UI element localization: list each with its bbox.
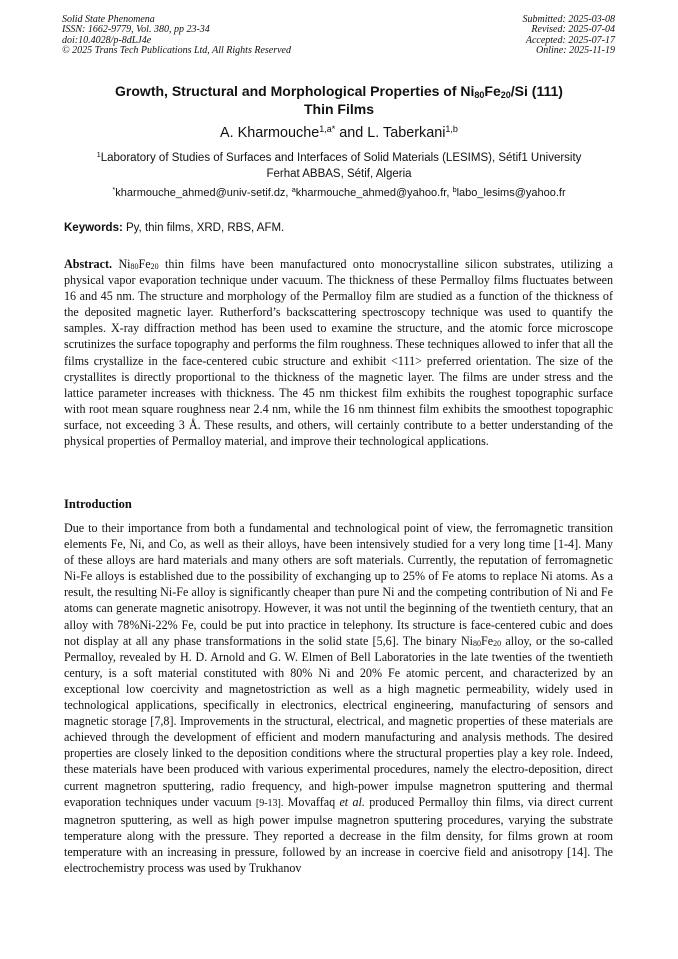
affiliation-line: Laboratory of Studies of Surfaces and Interfaces of Solid Materials (LESIMS), Sétif1 University — [100, 152, 582, 164]
paper-title — [70, 82, 608, 118]
issn-volume: ISSN: 1662-9779, Vol. 380, pp 23-34 — [62, 24, 210, 36]
journal-name: Solid State Phenomena — [62, 14, 155, 25]
affiliation — [62, 150, 616, 182]
submitted-date: Submitted: 2025-03-08 — [522, 14, 615, 25]
intro-subscript: 80 — [473, 638, 482, 648]
email-marker: a — [291, 185, 296, 194]
author-superscript: 1,b — [445, 124, 458, 134]
author-superscript: 1,a* — [319, 124, 336, 134]
intro-citation: [9-13]. — [255, 797, 284, 809]
online-date: Online: 2025-11-19 — [536, 45, 615, 57]
author-list — [40, 124, 638, 142]
abstract-body: thin films have been manufactured onto monocrystalline silicon substrates, utilizing a physical vapor evaporation technique under vacuum. The thickness of these Permalloy films fluctuates between 16 and 45 nm. The structure and morphology of the Permalloy film are studied as a function of the thickness of the deposited magnetic layer. Rutherford’s backscattering spectroscopy technique was used to quantify the samples. X-ray diffraction method has been used to examine the structure, and the atomic force microscope scrutinizes the surface topography and performs the film roughness. These techniques allowed to infer that all the films crystallize in the face-centered cubic structure and exhibit <111> preferred orientation. The size of the crystallites is directly proportional to the thickness of the magnetic layer. The films are under stress and the lattice parameter increases with thickness. The 45 nm thickest film exhibits the roughest topographic surface with root mean square roughness near 2.4 nm, while the 16 nm thinnest film exhibits the smoothest topographic surface, not exceeding 3 Å. These results, and others, will certainly contribute to a better understanding of the physical properties of Permalloy material, and improve their technological applications. — [64, 257, 613, 449]
doi: doi:10.4028/p-8dLJ4e — [62, 34, 152, 46]
title-subscript: 20 — [500, 90, 511, 100]
accepted-date: Accepted: 2025-07-17 — [525, 34, 615, 46]
abstract-text: Fe — [138, 257, 151, 271]
abstract-subscript: 80 — [130, 262, 139, 271]
email-marker: b — [452, 185, 457, 194]
intro-text: Movaffaq — [283, 794, 340, 809]
abstract — [64, 256, 613, 449]
abstract-subscript: 20 — [150, 262, 159, 271]
affiliation-line: Ferhat ABBAS, Sétif, Algeria — [266, 168, 412, 180]
keywords-label: Keywords: — [64, 222, 123, 234]
abstract-text: Ni — [112, 257, 131, 271]
email-address[interactable]: kharmouche_ahmed@univ-setif.dz, — [115, 187, 292, 199]
title-subscript: 80 — [474, 90, 485, 100]
keywords — [64, 221, 616, 235]
section-heading-introduction: Introduction — [64, 497, 132, 511]
revised-date: Revised: 2025-07-04 — [531, 24, 615, 36]
intro-text: Due to their importance from both a fundamental and technological point of view, the ferromagnetic transition elements Fe, Ni, and Co, as well as their alloys, have been intensively studied for a very long time [1-4]. Many of these alloys are hard materials and many others are soft materials. Currently, the reputation of ferromagnetic Ni-Fe alloys is established due to the possibility of exchanging up to 25% of Fe atoms to replace Ni atoms. As a result, the resulting Ni-Fe alloy is significantly cheaper than pure Ni and the competing contribution of Ni and Fe atoms can generate magnetic anisotropy. However, it was not until the beginning of the twentieth century, that an alloy with 78%Ni-22% Fe, could be put into practice in telephony. Its structure is face-centered cubic and does not display at all any phase transformations in the solid state [5,6]. The binary Ni — [64, 521, 613, 648]
email-address[interactable]: labo_lesims@yahoo.fr — [456, 187, 566, 199]
copyright: © 2025 Trans Tech Publications Ltd, All Rights Reserved — [62, 45, 291, 57]
intro-text: alloy, or the so-called Permalloy, revealed by H. D. Arnold and G. W. Elmen of Bell Laboratories in the late twenties of the twentieth century, is a soft material constituted with 80% Ni and 20% Fe atomic percent, and characterized by an exceptional low coercivity and magnetostriction as well as a high magnetic permeability, widely used in technological applications, specifically in electronics, electrical engineering, manufacturing of sensors and magnetic storage [7,8]. Improvements in the structural, electrical, and magnetic properties of these materials are achieved through the development of efficient and modern manufacturing and analysis methods. The desired properties are closely linked to the deposition conditions where the structural properties play a key role. Indeed, these materials have been produced with various experimental procedures, namely the electro-deposition, direct current magnetron sputtering, radio frequency, and high-power impulse magnetron sputtering and thermal evaporation techniques under vacuum — [64, 633, 614, 809]
abstract-label: Abstract. — [64, 257, 113, 271]
introduction-body — [64, 520, 613, 876]
keywords-text: Py, thin films, XRD, RBS, AFM. — [122, 222, 285, 234]
title-text: Growth, Structural and Morphological Properties of Ni — [115, 83, 475, 99]
intro-etal: et al. — [339, 794, 365, 809]
title-text: Fe — [484, 83, 501, 99]
intro-text: Fe — [481, 633, 494, 648]
email-address[interactable]: kharmouche_ahmed@yahoo.fr, — [295, 187, 453, 199]
intro-subscript: 20 — [493, 638, 502, 648]
email-marker: * — [112, 185, 116, 194]
title-line-2: Thin Films — [304, 101, 374, 117]
affiliation-marker: 1 — [96, 150, 101, 159]
title-text: /Si (111) — [510, 83, 563, 99]
intro-text: produced Permalloy thin films, via direct current magnetron sputtering, as well as high power impulse magnetron sputtering procedures, varying the substrate temperature along with the pressure. They reported a decrease in the film density, for films grown at room temperature with an increasing in pressure, followed by an increase in coercive field and anisotropy [14]. The electrochemistry process was used by Trukhanov — [64, 794, 614, 875]
email-list — [40, 186, 638, 200]
journal-header-left — [62, 15, 291, 57]
journal-header-right — [523, 15, 616, 57]
author-conjunction: and — [335, 125, 368, 141]
author-name: L. Taberkani — [367, 125, 446, 141]
author-name: A. Kharmouche — [220, 125, 320, 141]
